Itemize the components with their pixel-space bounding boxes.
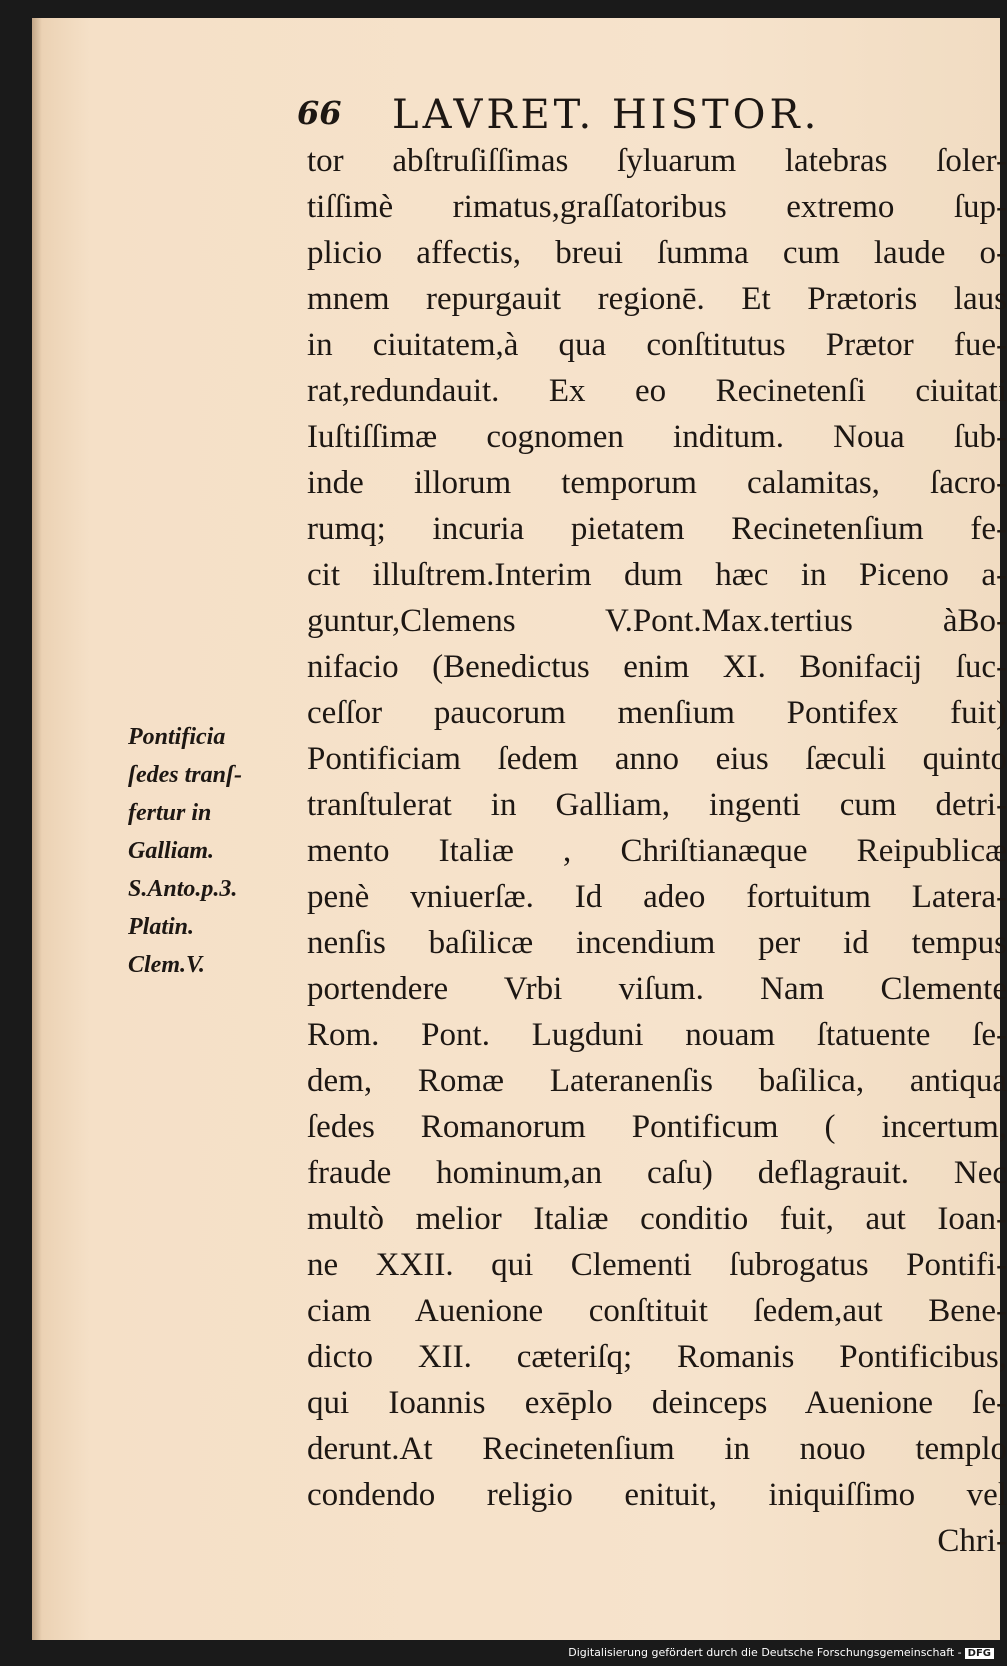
text-line: portendere Vrbi viſum. Nam Clemente [307,971,1007,1007]
running-head [297,80,997,140]
text-line: ciam Auenione conſtituit ſedem,aut Bene- [307,1293,1007,1329]
margin-note: S.Anto.p.3. [128,876,238,902]
text-line: nifacio (Benedictus enim XI. Bonifacij ſuc- [307,649,1007,685]
text-line: ſedes Romanorum Pontificum ( incertum, [307,1109,1007,1145]
book-page [32,18,1007,1640]
text-line: fraude hominum,an caſu) deflagrauit. Nec [307,1155,1007,1191]
margin-note: fertur in [128,800,212,826]
text-line: qui Ioannis exēplo deinceps Auenione ſe- [307,1385,1007,1421]
text-line: plicio affectis, breui ſumma cum laude o- [307,235,1007,271]
text-line: in ciuitatem,à qua conſtitutus Prætor fue- [307,327,1007,363]
text-line: inde illorum temporum calamitas, ſacro- [307,465,1007,501]
margin-note: ſedes tranſ- [128,762,242,788]
text-line: mento Italiæ , Chriſtianæque Reipublicæ [307,833,1007,869]
text-line: tor abſtruſiſſimas ſyluarum latebras ſoler- [307,143,1007,179]
margin-note: Pontificia [128,724,226,750]
page-number: 66 [297,94,342,132]
running-title: LAVRET. HISTOR. [392,92,821,138]
text-line: penè vniuerſæ. Id adeo fortuitum Latera- [307,879,1007,915]
text-line: ceſſor paucorum menſium Pontifex fuit) [307,695,1007,731]
text-line: Pontificiam ſedem anno eius ſæculi quinto [307,741,1007,777]
text-line: condendo religio enituit, iniquiſſimo vel [307,1477,1007,1513]
text-line: tranſtulerat in Galliam, ingenti cum detri- [307,787,1007,823]
text-line: cit illuſtrem.Interim dum hæc in Piceno a- [307,557,1007,593]
margin-note: Galliam. [128,838,215,864]
margin-note: Platin. [128,914,195,940]
text-line: derunt.At Recinetenſium in nouo templo [307,1431,1007,1467]
text-line: tiſſimè rimatus,graſſatoribus extremo ſup- [307,189,1007,225]
main-text [307,138,1007,1564]
text-line: rumq; incuria pietatem Recinetenſium fe- [307,511,1007,547]
text-line: rat,redundauit. Ex eo Recinetenſi ciuitati [307,373,1007,409]
text-line: Iuſtiſſimæ cognomen inditum. Noua ſub- [307,419,1007,455]
text-line: guntur,Clemens V.Pont.Max.tertius àBo- [307,603,1007,639]
text-line: multò melior Italiæ conditio fuit, aut Ioan- [307,1201,1007,1237]
credit-text: Digitalisierung gefördert durch die Deutsche Forschungsgemeinschaft - [568,1646,962,1659]
dfg-logo: DFG [965,1648,994,1659]
catchword: Chri- [937,1523,1007,1559]
text-line: dicto XII. cæteriſq; Romanis Pontificibus, [307,1339,1007,1375]
margin-notes [128,718,278,984]
text-line: dem, Romæ Lateranenſis baſilica, antiqua [307,1063,1007,1099]
text-line: nenſis baſilicæ incendium per id tempus [307,925,1007,961]
margin-note: Clem.V. [128,952,205,978]
text-line: mnem repurgauit regionē. Et Prætoris laus [307,281,1007,317]
digitization-credit [568,1646,994,1659]
text-line: Rom. Pont. Lugduni nouam ſtatuente ſe- [307,1017,1007,1053]
text-line: ne XXII. qui Clementi ſubrogatus Pontifi- [307,1247,1007,1283]
